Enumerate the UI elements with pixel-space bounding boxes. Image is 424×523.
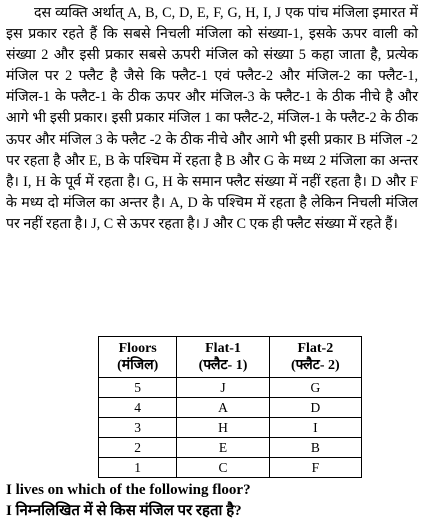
header-flat-2-en: Flat-2 [297, 341, 334, 356]
flat-1-cell: H [177, 418, 269, 438]
table-row [99, 418, 362, 438]
header-flat-1 [177, 337, 269, 378]
header-flat-2-hi: (फ्लैट- 2) [290, 358, 340, 373]
question-hindi: I निम्नलिखित में से किस मंजिल पर रहता है? [6, 503, 242, 519]
flat-1-cell: E [177, 438, 269, 458]
flat-2-cell: G [269, 378, 361, 398]
table-row [99, 458, 362, 478]
floor-cell: 2 [99, 438, 177, 458]
flat-1-cell: A [177, 398, 269, 418]
header-floors-en: Floors [118, 341, 157, 356]
flat-2-cell: I [269, 418, 361, 438]
passage-text [6, 3, 418, 235]
floor-cell: 5 [99, 378, 177, 398]
flat-2-cell: B [269, 438, 361, 458]
flat-2-cell: D [269, 398, 361, 418]
floor-cell: 1 [99, 458, 177, 478]
flat-1-cell: C [177, 458, 269, 478]
header-flat-1-hi: (फ्लैट- 1) [198, 358, 248, 373]
header-floors [99, 337, 177, 378]
table-row [99, 398, 362, 418]
floor-cell: 3 [99, 418, 177, 438]
flat-2-cell: F [269, 458, 361, 478]
header-flat-1-en: Flat-1 [205, 341, 241, 356]
table-row [99, 378, 362, 398]
floor-cell: 4 [99, 398, 177, 418]
question-english: I lives on which of the following floor? [6, 482, 251, 498]
header-flat-2 [269, 337, 361, 378]
table-header-row [99, 337, 362, 378]
header-floors-hi: (मंजिल) [117, 358, 159, 373]
flat-1-cell: J [177, 378, 269, 398]
passage-body: दस व्यक्ति अर्थात् A, B, C, D, E, F, G, H, I, J एक पांच मंजिला इमारत में इस प्रकार रहते हैं कि सबसे निचली मंजिला को संख्या-1, इसके ऊपर वाली को संख्या 2 और इसी प्रकार सबसे ऊपरी मंजिल को संख्या 5 कहा जाता है, प्रत्येक मंजिल पर 2 फ्लैट है जैसे कि फ्लैट-1 एवं फ्लैट-2 और मंजिल-2 का फ्लैट-1, मंजिल-1 के फ्लैट-1 के ठीक ऊपर और मंजिल-3 के फ्लैट-1 के ठीक नीचे है और आगे भी इसी प्रकार। इसी प्रकार मंजिल 1 का फ्लैट-2, मंजिल-1 के फ्लैट-2 के ठीक ऊपर और मंजिल 3 के फ्लैट -2 के ठीक नीचे और आगे भी इसी प्रकार B मंजिल -2 पर रहता है और E, B के पश्चिम में रहता है B और G के मध्य 2 मंजिला का अन्तर है। I, H के पूर्व में रहता है। G, H के समान फ्लैट संख्या में नहीं रहता है। D और F के मध्य दो मंजिल का अन्तर है। A, D के पश्चिम में रहता है लेकिन निचली मंजिल पर नहीं रहता है। J, C से ऊपर रहता है। J और C एक ही फ्लैट संख्या में रहते हैं। [6, 5, 418, 232]
table-row [99, 438, 362, 458]
floor-arrangement-table [98, 336, 362, 478]
